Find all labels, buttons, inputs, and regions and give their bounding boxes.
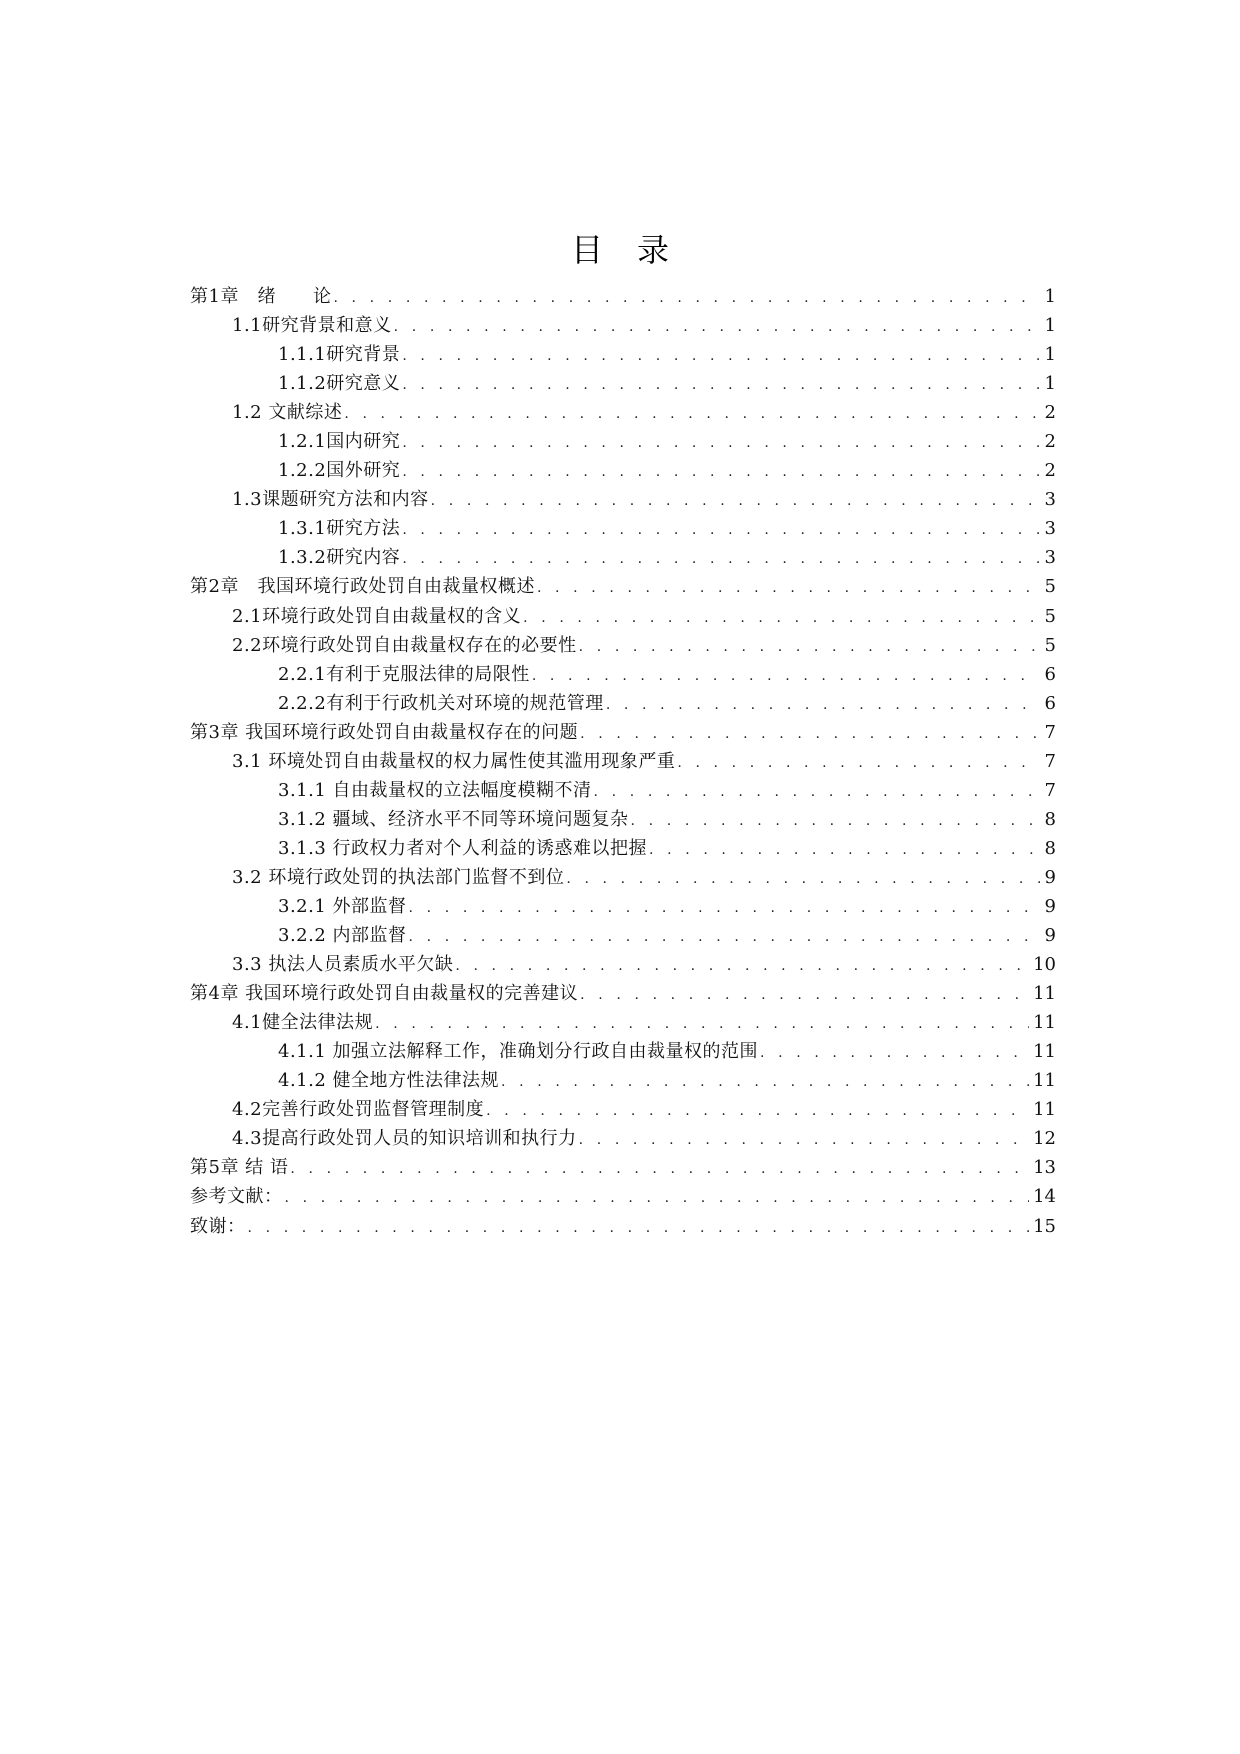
toc-entry-page: 2: [1044, 402, 1056, 424]
dot-leader: [290, 1155, 1029, 1184]
toc-entry-page: 3: [1044, 489, 1056, 511]
toc-entry-page: 5: [1044, 576, 1056, 598]
toc-entry-page: 11: [1033, 1099, 1056, 1121]
toc-entry-label: 2.2.2有利于行政机关对环境的规范管理: [278, 692, 604, 714]
toc-entry[interactable]: [190, 1037, 1056, 1066]
toc-entry-label: 4.1.2 健全地方性法律法规: [278, 1070, 500, 1092]
toc-entry[interactable]: [190, 514, 1056, 543]
dot-leader: [402, 342, 1040, 371]
dot-leader: [248, 1214, 1030, 1243]
dot-leader: [285, 1184, 1030, 1213]
toc-entry-page: 2: [1044, 431, 1056, 453]
dot-leader: [402, 429, 1040, 458]
toc-entry-label: 2.2环境行政处罚自由裁量权存在的必要性: [232, 634, 577, 656]
toc-entry-label: 3.1.3 行政权力者对个人利益的诱惑难以把握: [278, 837, 648, 859]
toc-entry-label: 3.1 环境处罚自由裁量权的权力属性使其滥用现象严重: [232, 750, 676, 772]
dot-leader: [532, 662, 1040, 691]
toc-entry-label: 致谢：: [190, 1215, 246, 1237]
dot-leader: [402, 458, 1040, 487]
toc-entry-label: 1.1.1研究背景: [278, 344, 401, 366]
toc-entry[interactable]: [190, 660, 1056, 689]
dot-leader: [486, 1097, 1029, 1126]
dot-leader: [580, 981, 1029, 1010]
toc-entry-page: 1: [1044, 373, 1056, 395]
toc-entry-page: 7: [1044, 721, 1056, 743]
toc-entry-page: 11: [1033, 1012, 1056, 1034]
toc-entry-label: 1.3.1研究方法: [278, 518, 401, 540]
dot-leader: [579, 1126, 1029, 1155]
toc-entry-page: 6: [1044, 663, 1056, 685]
toc-entry-label: 1.1研究背景和意义: [232, 315, 392, 337]
toc-entry[interactable]: [190, 863, 1056, 892]
toc-entry-page: 3: [1044, 547, 1056, 569]
toc-entry-label: 1.2.2国外研究: [278, 460, 401, 482]
dot-leader: [409, 894, 1040, 923]
toc-entry-label: 1.3.2研究内容: [278, 547, 401, 569]
toc-entry[interactable]: [190, 689, 1056, 718]
toc-entry-label: 3.3 执法人员素质水平欠缺: [232, 954, 454, 976]
toc-entry-label: 参考文献：: [190, 1186, 283, 1208]
dot-leader: [566, 865, 1040, 894]
toc-entry-page: 13: [1033, 1157, 1056, 1179]
toc-entry-page: 11: [1033, 1070, 1056, 1092]
toc-entry-label: 2.1环境行政处罚自由裁量权的含义: [232, 605, 522, 627]
toc-entry-label: 4.3提高行政处罚人员的知识培训和执行力: [232, 1128, 577, 1150]
toc-entry[interactable]: [190, 1124, 1056, 1153]
toc-entry-page: 5: [1044, 634, 1056, 656]
toc-entry[interactable]: [190, 1153, 1056, 1182]
dot-leader: [537, 574, 1040, 603]
toc-entry[interactable]: [190, 979, 1056, 1008]
dot-leader: [501, 1068, 1029, 1097]
toc-entry[interactable]: [190, 282, 1056, 311]
toc-entry[interactable]: [190, 369, 1056, 398]
dot-leader: [579, 633, 1040, 662]
toc-entry-page: 5: [1044, 605, 1056, 627]
toc-entry-page: 11: [1033, 1041, 1056, 1063]
toc-entry-label: 1.3课题研究方法和内容: [232, 489, 429, 511]
toc-entry-page: 11: [1033, 983, 1056, 1005]
table-of-contents: [190, 282, 1056, 1241]
toc-entry-page: 7: [1044, 779, 1056, 801]
toc-entry[interactable]: [190, 1008, 1056, 1037]
toc-entry[interactable]: [190, 1066, 1056, 1095]
toc-entry-label: 1.1.2研究意义: [278, 373, 401, 395]
toc-entry-page: 3: [1044, 518, 1056, 540]
toc-entry[interactable]: [190, 543, 1056, 572]
dot-leader: [344, 400, 1040, 429]
toc-entry-label: 3.2.2 内部监督: [278, 925, 407, 947]
dot-leader: [402, 371, 1040, 400]
toc-entry-page: 7: [1044, 750, 1056, 772]
toc-entry-label: 第4章 我国环境行政处罚自由裁量权的完善建议: [190, 983, 579, 1005]
toc-entry[interactable]: [190, 805, 1056, 834]
toc-entry[interactable]: [190, 747, 1056, 776]
toc-entry-label: 3.1.1 自由裁量权的立法幅度模糊不清: [278, 779, 592, 801]
toc-entry[interactable]: [190, 950, 1056, 979]
dot-leader: [375, 1010, 1029, 1039]
toc-entry-label: 第1章 绪 论: [190, 286, 332, 307]
toc-entry[interactable]: [190, 776, 1056, 805]
toc-entry-page: 15: [1033, 1215, 1056, 1237]
dot-leader: [431, 487, 1040, 516]
toc-entry-page: 1: [1044, 344, 1056, 366]
toc-entry-page: 1: [1044, 286, 1056, 307]
toc-entry-page: 2: [1044, 460, 1056, 482]
dot-leader: [402, 516, 1040, 545]
toc-entry-page: 9: [1044, 925, 1056, 947]
toc-entry-label: 4.1.1 加强立法解释工作，准确划分行政自由裁量权的范围: [278, 1041, 759, 1063]
dot-leader: [523, 604, 1040, 633]
toc-entry[interactable]: [190, 311, 1056, 340]
dot-leader: [409, 923, 1040, 952]
toc-entry-label: 3.1.2 疆域、经济水平不同等环境问题复杂: [278, 808, 629, 830]
toc-entry-page: 1: [1044, 315, 1056, 337]
dot-leader: [455, 952, 1029, 981]
toc-entry[interactable]: [190, 340, 1056, 369]
toc-entry[interactable]: [190, 921, 1056, 950]
toc-entry[interactable]: [190, 398, 1056, 427]
toc-entry[interactable]: [190, 718, 1056, 747]
toc-entry[interactable]: [190, 602, 1056, 631]
toc-entry-label: 3.2 环境行政处罚的执法部门监督不到位: [232, 866, 565, 888]
dot-leader: [760, 1039, 1029, 1068]
dot-leader: [333, 284, 1040, 313]
page-title: 目录: [570, 231, 703, 269]
toc-entry-page: 14: [1033, 1186, 1056, 1208]
toc-entry-page: 9: [1044, 866, 1056, 888]
toc-entry[interactable]: [190, 485, 1056, 514]
toc-entry-page: 9: [1044, 895, 1056, 917]
toc-entry-label: 4.1健全法律法规: [232, 1012, 374, 1034]
dot-leader: [580, 720, 1040, 749]
toc-entry-page: 10: [1033, 954, 1056, 976]
toc-entry-page: 6: [1044, 692, 1056, 714]
toc-entry-label: 第5章 结 语: [190, 1157, 289, 1179]
toc-entry-label: 第3章 我国环境行政处罚自由裁量权存在的问题: [190, 721, 579, 743]
toc-entry-label: 第2章 我国环境行政处罚自由裁量权概述: [190, 576, 535, 598]
toc-entry-label: 2.2.1有利于克服法律的局限性: [278, 663, 530, 685]
dot-leader: [402, 545, 1040, 574]
dot-leader: [594, 778, 1040, 807]
toc-entry[interactable]: [190, 892, 1056, 921]
toc-entry-label: 1.2 文献综述: [232, 402, 343, 424]
dot-leader: [649, 836, 1040, 865]
dot-leader: [606, 691, 1040, 720]
toc-entry-label: 4.2完善行政处罚监督管理制度: [232, 1099, 485, 1121]
dot-leader: [631, 807, 1040, 836]
toc-entry[interactable]: [190, 572, 1056, 601]
dot-leader: [677, 749, 1040, 778]
toc-entry[interactable]: [190, 1212, 1056, 1241]
toc-entry[interactable]: [190, 1182, 1056, 1211]
toc-entry[interactable]: [190, 456, 1056, 485]
toc-entry[interactable]: [190, 427, 1056, 456]
dot-leader: [394, 313, 1040, 342]
toc-entry[interactable]: [190, 1095, 1056, 1124]
toc-entry[interactable]: [190, 631, 1056, 660]
toc-entry[interactable]: [190, 834, 1056, 863]
toc-entry-label: 3.2.1 外部监督: [278, 895, 407, 917]
toc-entry-page: 8: [1044, 837, 1056, 859]
toc-entry-page: 12: [1033, 1128, 1056, 1150]
toc-entry-page: 8: [1044, 808, 1056, 830]
toc-entry-label: 1.2.1国内研究: [278, 431, 401, 453]
